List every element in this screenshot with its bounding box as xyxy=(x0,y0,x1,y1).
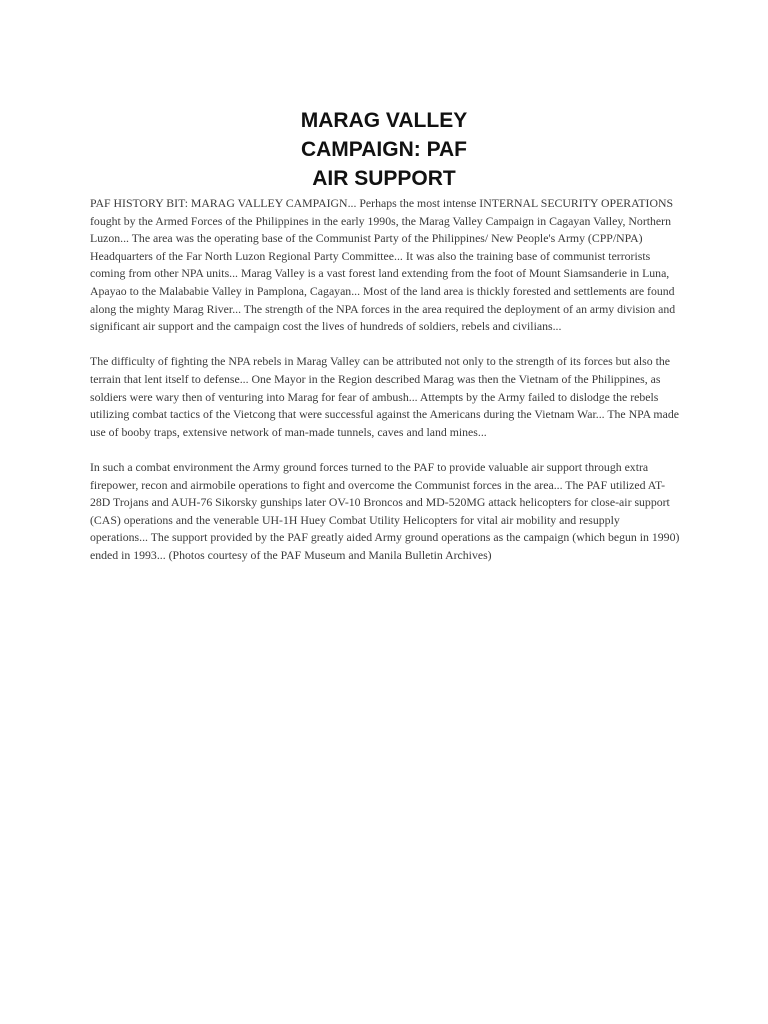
document-title xyxy=(284,106,484,193)
title-line: MARAG VALLEY xyxy=(300,109,468,132)
body-paragraph: The difficulty of fighting the NPA rebels in Marag Valley can be attributed not only to the strength of its forces but also the terrain that lent itself to defense... One Mayor in the Region described Marag was then the Vietnam of the Philippines, as soldiers were wary then of venturing into Marag for fear of ambush... Attempts by the Army failed to dislodge the rebels utilizing combat tactics of the Vietcong that were successful against the Americans during the Vietnam War... The NPA made use of booby traps, extensive network of man-made tunnels, caves and land mines... xyxy=(90,354,679,439)
title-line: AIR SUPPORT xyxy=(312,167,456,190)
document-body xyxy=(90,195,680,582)
body-paragraph: In such a combat environment the Army ground forces turned to the PAF to provide valuable air support through extra firepower, recon and airmobile operations to fight and overcome the Communist forces in the area... The PAF utilized AT-28D Trojans and AUH-76 Sikorsky gunships later OV-10 Broncos and MD-520MG attack helicopters for close-air support (CAS) operations and the venerable UH-1H Huey Combat Utility Helicopters for vital air mobility and resupply operations... The support provided by the PAF greatly aided Army ground operations as the campaign (which begun in 1990) ended in 1993... (Photos courtesy of the PAF Museum and Manila Bulletin Archives) xyxy=(90,459,680,562)
body-paragraph: PAF HISTORY BIT: MARAG VALLEY CAMPAIGN... Perhaps the most intense INTERNAL SECURITY OPERATIONS fought by the Armed Forces of the Philippines in the early 1990s, the Marag Valley Campaign in Cagayan Valley, Northern Luzon... The area was the operating base of the Communist Party of the Philippines/ New People's Army (CPP/NPA) Headquarters of the Far North Luzon Regional Party Committee... It was also the training base of communist terrorists coming from other NPA units... Marag Valley is a vast forest land extending from the foot of Mount Siamsanderie in Luna, Apayao to the Malababie Valley in Pamplona, Cagayan... Most of the land area is thickly forested and settlements are found along the mighty Marag River... The strength of the NPA forces in the area required the deployment of an army division and significant air support and the campaign cost the lives of hundreds of soldiers, rebels and civilians... xyxy=(90,196,676,334)
title-line: CAMPAIGN: PAF xyxy=(300,138,468,161)
